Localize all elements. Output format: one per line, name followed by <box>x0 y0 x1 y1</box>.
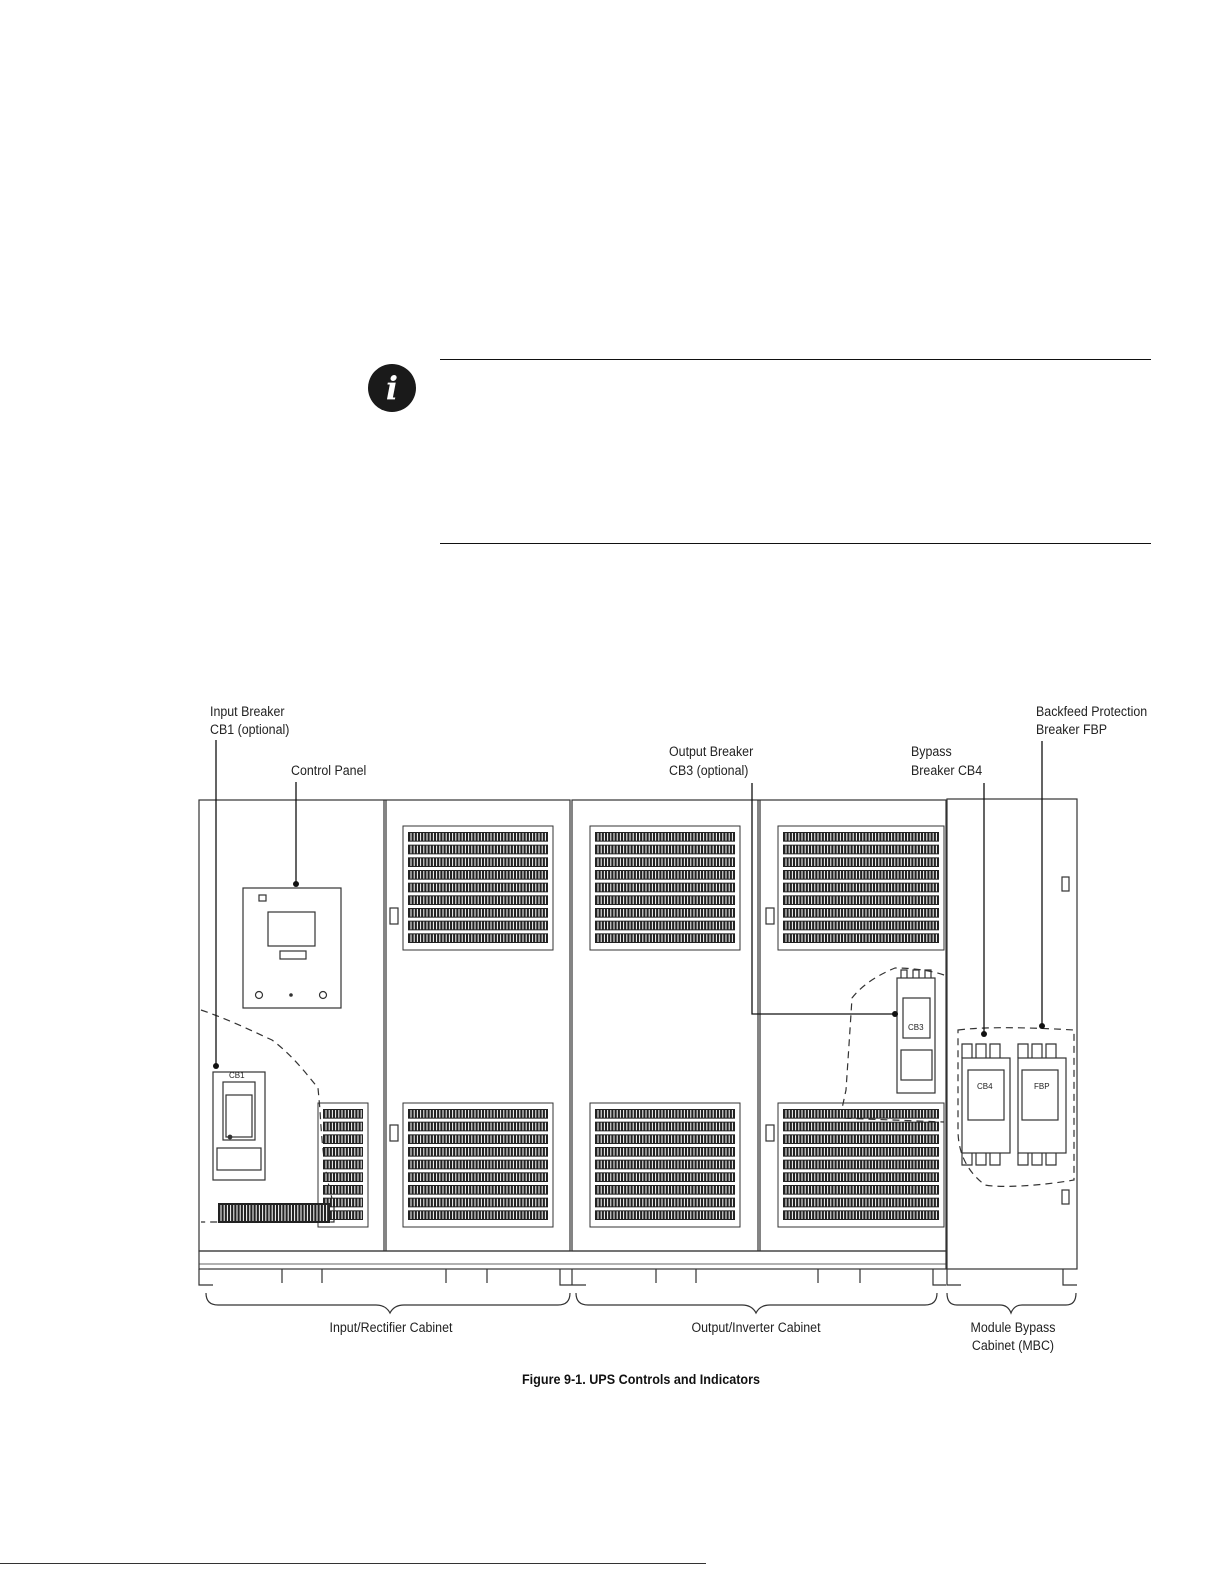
cabinet-base <box>199 1251 946 1269</box>
mbc-cabinet-frame <box>947 799 1077 1269</box>
callout-control-panel: Control Panel <box>291 763 367 778</box>
page-footer-rule <box>0 1563 706 1564</box>
fbp-label: FBP <box>1034 1082 1050 1091</box>
callout-output-breaker-line1: Output Breaker <box>669 744 754 759</box>
callout-bypass-breaker-line1: Bypass <box>911 744 952 759</box>
label-output-inverter-cabinet: Output/Inverter Cabinet <box>691 1320 821 1335</box>
control-panel-display <box>268 912 315 946</box>
control-panel <box>243 888 341 1008</box>
label-input-rectifier-cabinet: Input/Rectifier Cabinet <box>329 1320 453 1335</box>
figure-caption: Figure 9-1. UPS Controls and Indicators <box>521 1371 761 1387</box>
cb1-label: CB1 <box>229 1071 245 1080</box>
callout-output-breaker-line2: CB3 (optional) <box>669 763 749 778</box>
callout-input-breaker-line2: CB1 (optional) <box>210 722 290 737</box>
info-icon: i <box>368 364 416 412</box>
label-mbc-line2: Cabinet (MBC) <box>971 1338 1055 1353</box>
brace-mbc <box>947 1293 1076 1313</box>
callout-backfeed-line1: Backfeed Protection <box>1036 704 1148 719</box>
cb3-label: CB3 <box>908 1023 924 1032</box>
brace-input-rectifier <box>206 1293 570 1313</box>
cb4-label: CB4 <box>977 1082 993 1091</box>
output-inverter-cabinet-frame <box>572 800 946 1251</box>
cb4-breaker <box>962 1058 1010 1153</box>
fbp-breaker <box>1018 1058 1066 1153</box>
callout-input-breaker-line1: Input Breaker <box>210 704 285 719</box>
vent-grilles <box>218 826 944 1227</box>
callout-bypass-breaker-line2: Breaker CB4 <box>911 763 983 778</box>
cb1-breaker <box>213 1072 265 1180</box>
cutaway-output <box>840 968 944 1122</box>
callout-backfeed-line2: Breaker FBP <box>1036 722 1108 737</box>
label-mbc-line1: Module Bypass <box>970 1320 1056 1335</box>
cutaway-input <box>201 1010 334 1222</box>
brace-output-inverter <box>576 1293 937 1313</box>
vent-strip <box>218 1203 330 1223</box>
